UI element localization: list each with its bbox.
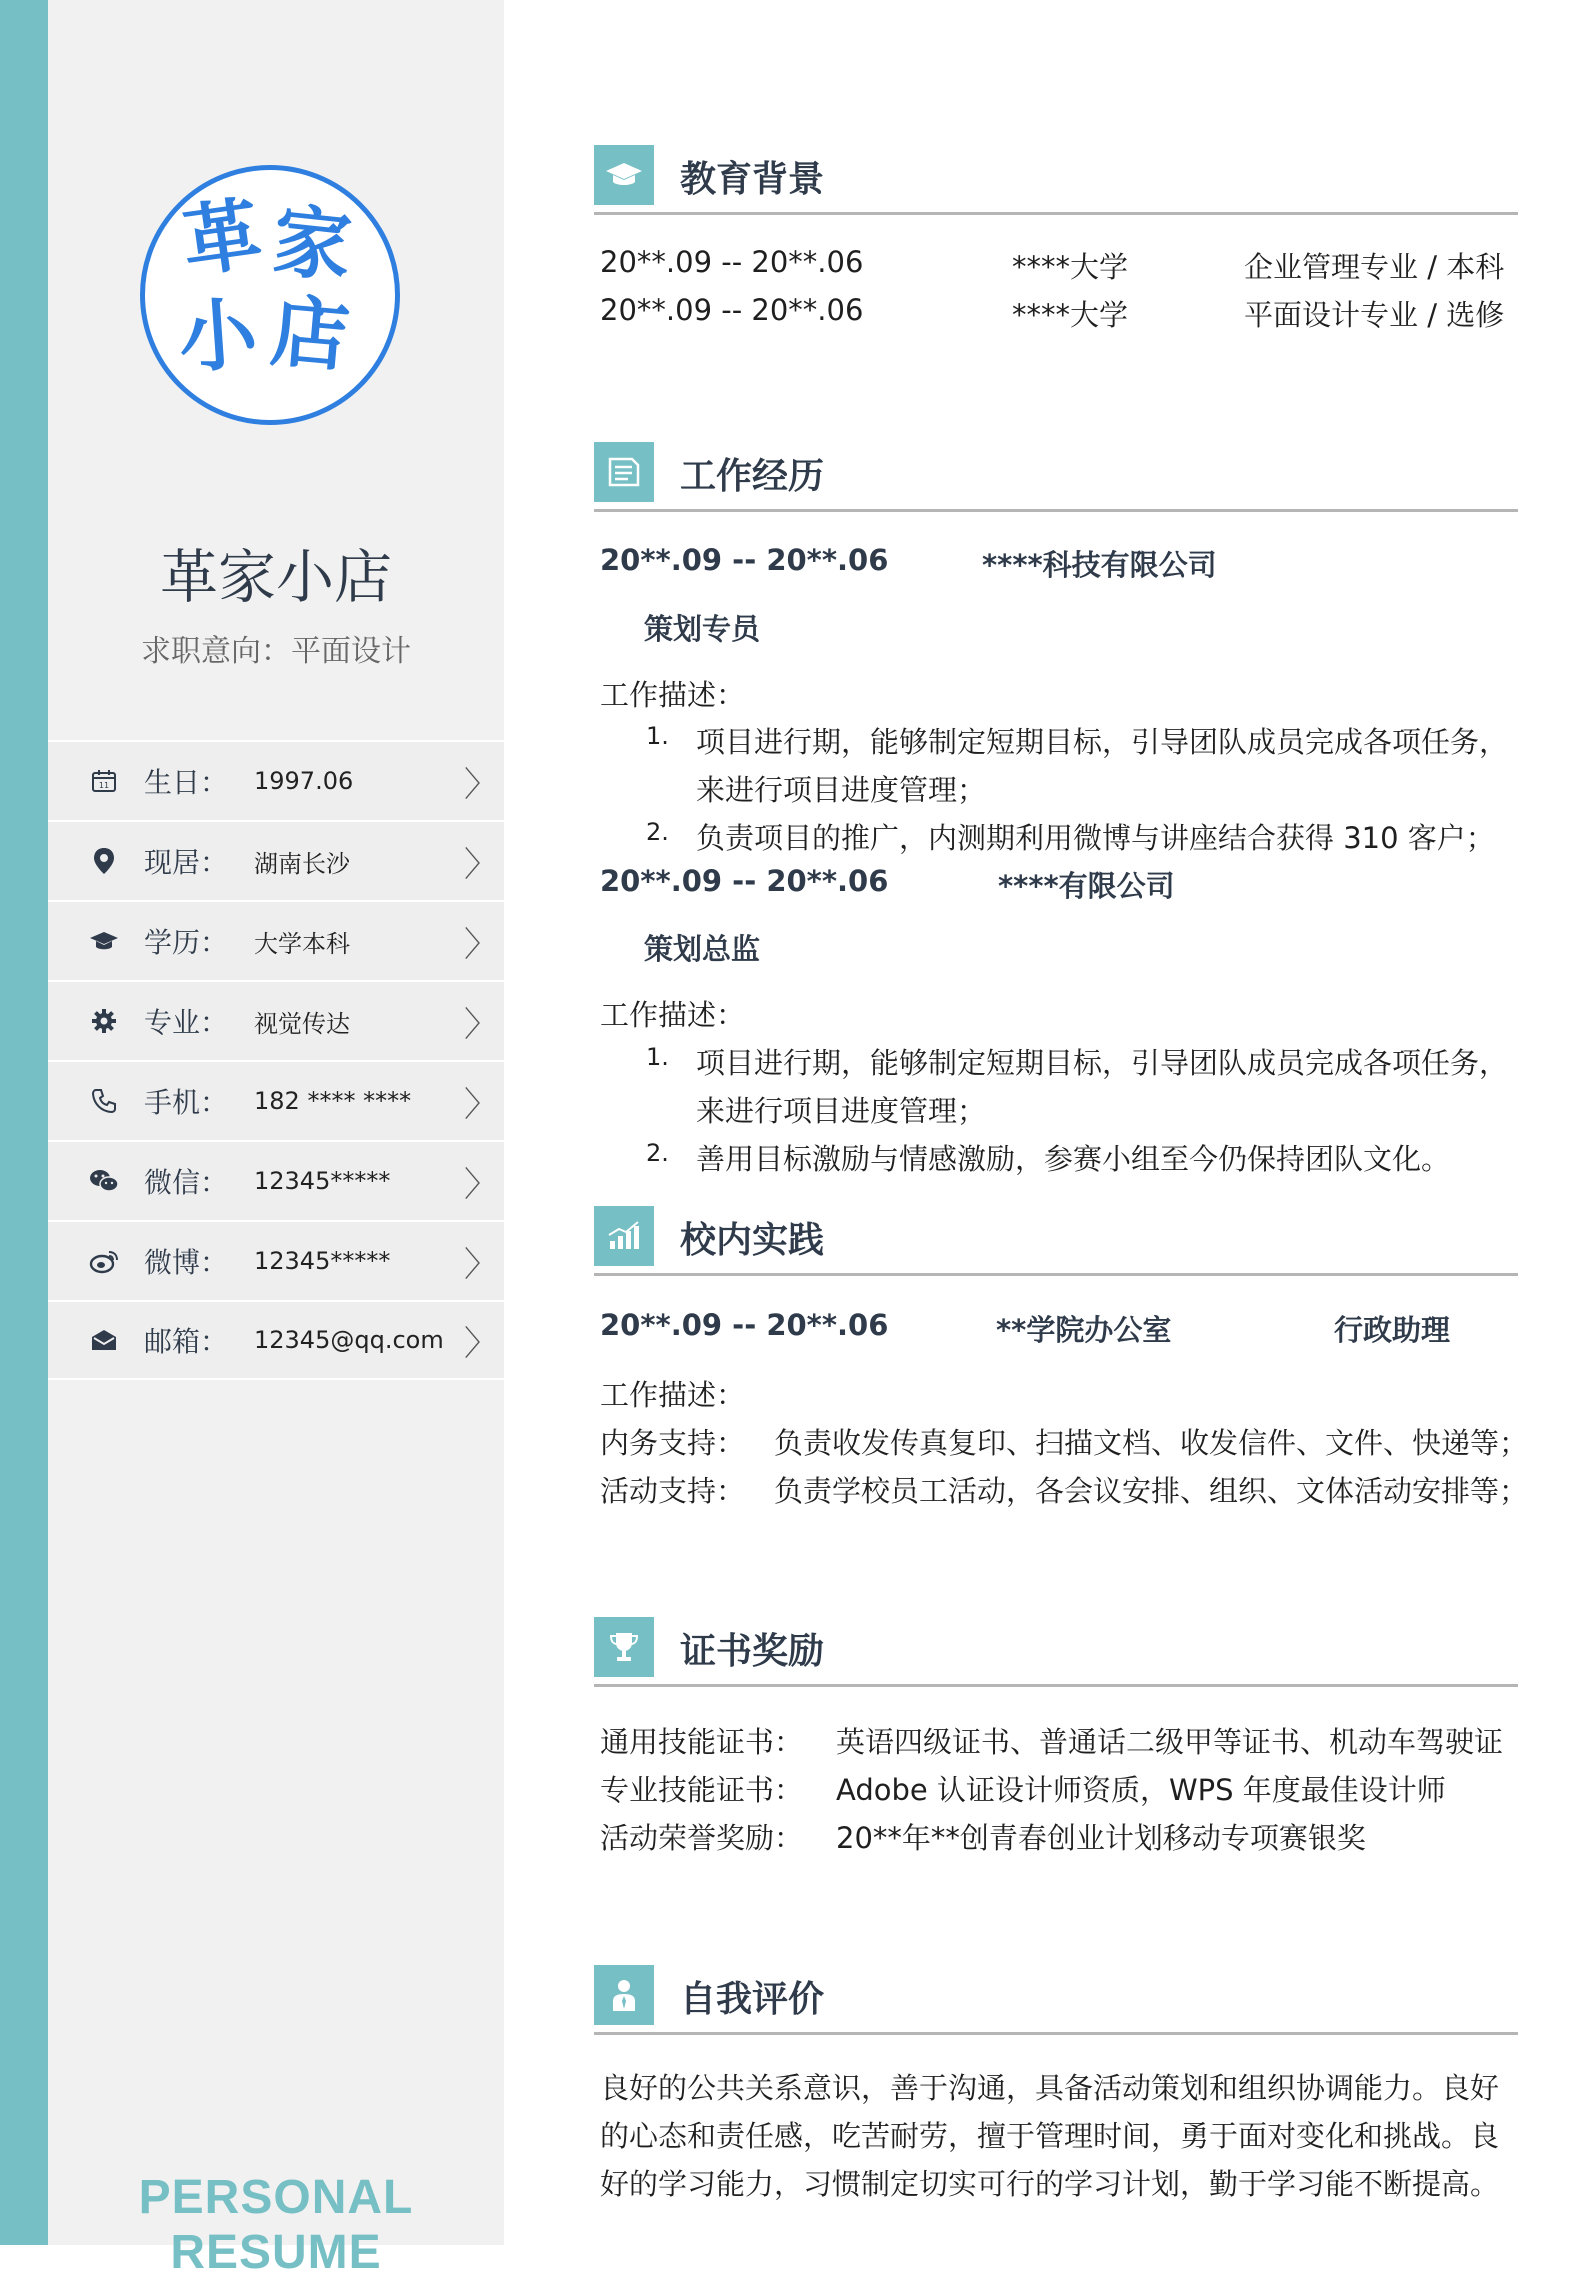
info-row-education[interactable]: [48, 900, 504, 980]
job-position: 策划总监: [644, 932, 761, 966]
job-desc-line: 项目进行期，能够制定短期目标，引导团队成员完成各项任务，: [696, 725, 1509, 759]
job-intent-label: 求职意向：: [141, 634, 291, 669]
list-number: 1.: [646, 722, 669, 750]
info-label: 生日：: [144, 766, 229, 799]
logo-char: 革: [176, 188, 267, 289]
self-eval-line: 良好的公共关系意识，善于沟通，具备活动策划和组织协调能力。良好: [600, 2071, 1500, 2105]
chevron-right-icon: 〉: [464, 764, 498, 805]
phone-icon: [78, 1088, 130, 1114]
location-pin-icon: [78, 847, 130, 875]
info-label: 邮箱：: [144, 1325, 229, 1358]
info-label: 微博：: [144, 1246, 229, 1279]
info-value: 1997.06: [254, 767, 354, 795]
chevron-right-icon: 〉: [464, 1084, 498, 1125]
chevron-right-icon: 〉: [464, 1164, 498, 1205]
info-row-wechat[interactable]: [48, 1140, 504, 1220]
info-value: 12345*****: [254, 1167, 391, 1195]
job-intent: [48, 626, 504, 670]
logo-char: 小: [175, 288, 261, 385]
education-school: ****大学: [1012, 250, 1129, 284]
award-text: 英语四级证书、普通话二级甲等证书、机动车驾驶证: [836, 1725, 1504, 1759]
section-title: 工作经历: [680, 456, 825, 497]
weibo-icon: [78, 1248, 130, 1274]
person-icon: [594, 1965, 654, 2025]
info-label: 手机：: [144, 1086, 229, 1119]
logo-char: 家: [268, 195, 356, 294]
applicant-name: 革家小店: [159, 543, 392, 611]
award-label: 通用技能证书：: [600, 1725, 804, 1759]
job-desc-line: 项目进行期，能够制定短期目标，引导团队成员完成各项任务，: [696, 1046, 1509, 1080]
gear-icon: [78, 1008, 130, 1034]
job-desc-line: 善用目标激励与情感激励，参赛小组至今仍保持团队文化。: [696, 1142, 1451, 1176]
job-desc-label: 工作描述：: [600, 998, 746, 1032]
award-text: Adobe 认证设计师资质，WPS 年度最佳设计师: [836, 1773, 1446, 1807]
self-eval-line: 的心态和责任感，吃苦耐劳，擅于管理时间，勇于面对变化和挑战。良: [600, 2119, 1500, 2153]
section-self-eval-header: [594, 1965, 1518, 2035]
info-row-phone[interactable]: [48, 1060, 504, 1140]
education-major: 企业管理专业 / 本科: [1244, 250, 1505, 284]
education-period: 20**.09 -- 20**.06: [600, 293, 864, 327]
info-label: 学历：: [144, 926, 229, 959]
campus-item-label: 活动支持：: [600, 1474, 746, 1508]
job-desc-line: 来进行项目进度管理；: [696, 773, 987, 807]
campus-desc-label: 工作描述：: [600, 1378, 746, 1412]
job-desc-line: 来进行项目进度管理；: [696, 1094, 987, 1128]
campus-item-text: 负责学校员工活动，各会议安排、组织、文体活动安排等；: [774, 1474, 1529, 1508]
job-company: ****有限公司: [998, 869, 1175, 903]
section-work-header: [594, 442, 1518, 512]
section-title: 自我评价: [680, 1979, 825, 2020]
education-school: ****大学: [1012, 298, 1129, 332]
chevron-right-icon: 〉: [464, 844, 498, 885]
education-period: 20**.09 -- 20**.06: [600, 245, 864, 279]
job-company: ****科技有限公司: [982, 548, 1217, 582]
campus-role: 行政助理: [1334, 1313, 1451, 1347]
info-value: 182 **** ****: [254, 1087, 412, 1115]
logo-char: 店: [267, 285, 353, 384]
chevron-right-icon: 〉: [464, 1244, 498, 1285]
education-major: 平面设计专业 / 选修: [1244, 298, 1505, 332]
info-value: 大学本科: [254, 929, 350, 958]
info-row-major[interactable]: [48, 980, 504, 1060]
section-campus-header: [594, 1206, 1518, 1276]
graduation-cap-icon: [78, 930, 130, 952]
job-period: 20**.09 -- 20**.06: [600, 864, 889, 898]
campus-item-text: 负责收发传真复印、扫描文档、收发信件、文件、快递等；: [774, 1426, 1529, 1460]
info-value: 12345*****: [254, 1247, 391, 1275]
chevron-right-icon: 〉: [464, 924, 498, 965]
section-awards-header: [594, 1617, 1518, 1687]
personal-info-list: [48, 740, 504, 1380]
trophy-icon: [594, 1617, 654, 1677]
award-text: 20**年**创青春创业计划移动专项赛银奖: [836, 1821, 1366, 1855]
self-eval-line: 好的学习能力，习惯制定切实可行的学习计划，勤于学习能不断提高。: [600, 2167, 1500, 2201]
wechat-icon: [78, 1168, 130, 1194]
chevron-right-icon: 〉: [464, 1323, 498, 1364]
info-row-weibo[interactable]: [48, 1220, 504, 1300]
section-title: 证书奖励: [680, 1631, 825, 1672]
mail-icon: [78, 1328, 130, 1352]
info-label: 现居：: [144, 846, 229, 879]
campus-period: 20**.09 -- 20**.06: [600, 1308, 889, 1342]
info-row-residence[interactable]: [48, 820, 504, 900]
list-number: 2.: [646, 1139, 669, 1167]
job-period: 20**.09 -- 20**.06: [600, 543, 889, 577]
info-row-email[interactable]: [48, 1300, 504, 1380]
job-intent-value: 平面设计: [291, 634, 411, 669]
section-title: 校内实践: [680, 1220, 825, 1261]
shop-logo-seal: [140, 165, 400, 425]
list-number: 2.: [646, 818, 669, 846]
job-desc-line: 负责项目的推广，内测期利用微博与讲座结合获得 310 客户；: [696, 821, 1495, 855]
graduation-cap-icon: [594, 145, 654, 205]
calendar-icon: [78, 769, 130, 793]
bar-chart-icon: [594, 1206, 654, 1266]
info-value: 视觉传达: [254, 1009, 350, 1038]
section-education-header: [594, 145, 1518, 215]
award-label: 活动荣誉奖励：: [600, 1821, 804, 1855]
info-value: 12345@qq.com: [254, 1326, 444, 1354]
svg-text:11: 11: [98, 781, 110, 790]
campus-item-label: 内务支持：: [600, 1426, 746, 1460]
info-row-birthday[interactable]: [48, 740, 504, 820]
chevron-right-icon: 〉: [464, 1004, 498, 1045]
document-icon: [594, 442, 654, 502]
campus-org: **学院办公室: [996, 1313, 1172, 1347]
list-number: 1.: [646, 1043, 669, 1071]
personal-resume-footer: PERSONAL RESUME: [138, 2171, 414, 2279]
info-value: 湖南长沙: [254, 849, 350, 878]
job-position: 策划专员: [644, 612, 761, 646]
left-accent-stripe: [0, 0, 48, 2245]
info-label: 专业：: [144, 1006, 229, 1039]
info-label: 微信：: [144, 1166, 229, 1199]
section-title: 教育背景: [680, 159, 825, 200]
award-label: 专业技能证书：: [600, 1773, 804, 1807]
job-desc-label: 工作描述：: [600, 678, 746, 712]
